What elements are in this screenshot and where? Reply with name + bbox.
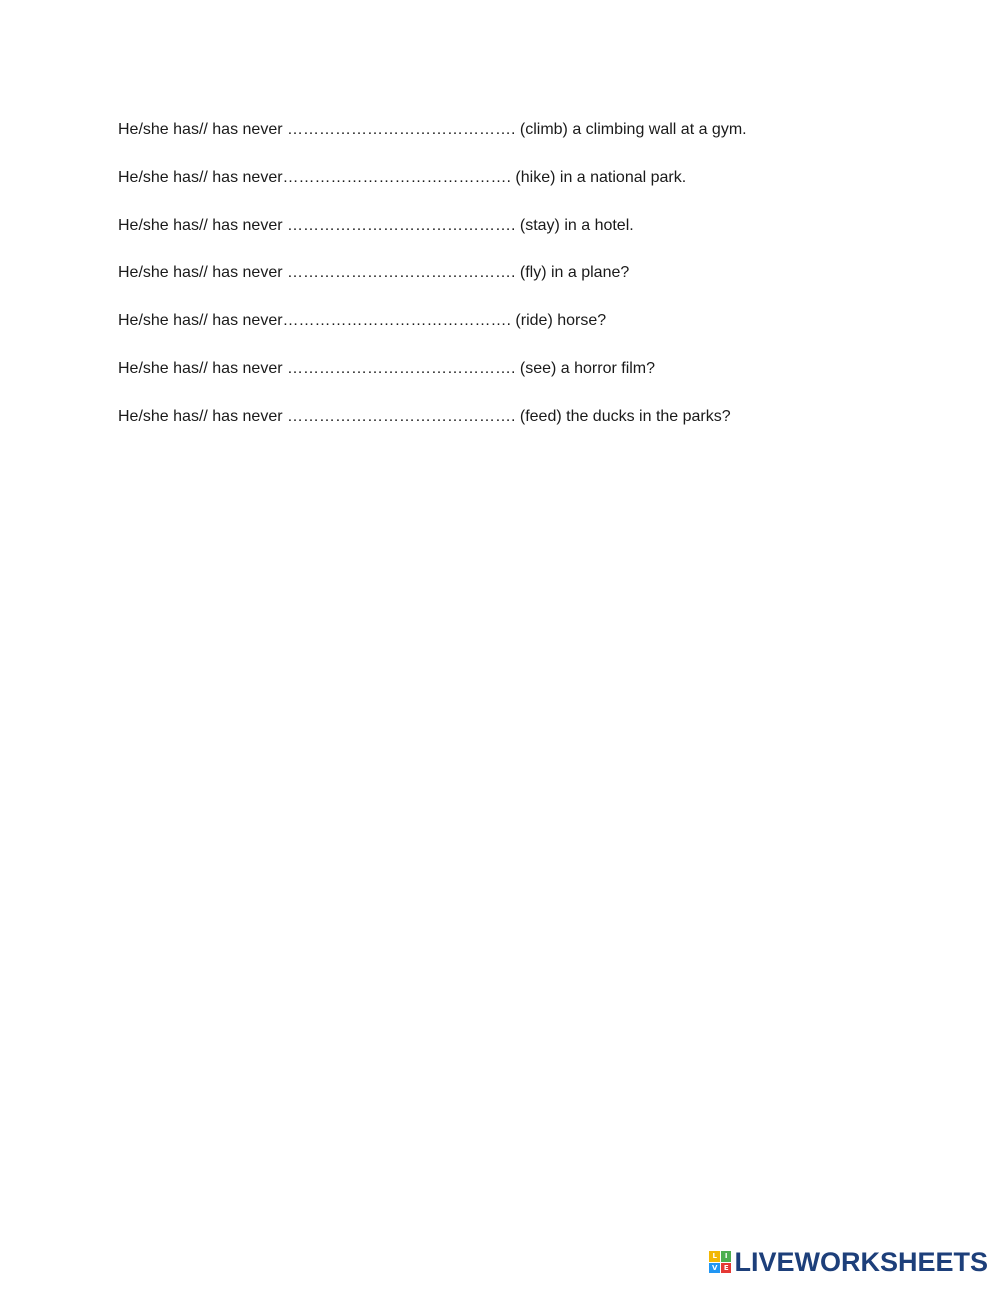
sentence-ride: He/she has// has never……………………………………. (ride) horse? (118, 312, 607, 329)
liveworksheets-wordmark: LIVEWORKSHEETS (734, 1247, 988, 1277)
logo-cell-i: I (721, 1251, 732, 1262)
sentence-stay: He/she has// has never ……………………………………. (stay) in a hotel. (118, 217, 634, 234)
sentence-fly: He/she has// has never ……………………………………. (fly) in a plane? (118, 264, 630, 281)
sentence-hike: He/she has// has never……………………………………. (hike) in a national park. (118, 169, 687, 186)
logo-cell-l: L (709, 1251, 720, 1262)
sentence-climb: He/she has// has never ……………………………………. (climb) a climbing wall at a gym. (118, 121, 747, 138)
liveworksheets-brand (709, 1248, 988, 1276)
logo-cell-v: V (709, 1263, 720, 1274)
sentence-feed: He/she has// has never ……………………………………. (feed) the ducks in the parks? (118, 408, 731, 425)
liveworksheets-logo-icon (709, 1251, 731, 1273)
logo-cell-e: E (721, 1263, 732, 1274)
sentence-see: He/she has// has never ……………………………………. (see) a horror film? (118, 360, 656, 377)
